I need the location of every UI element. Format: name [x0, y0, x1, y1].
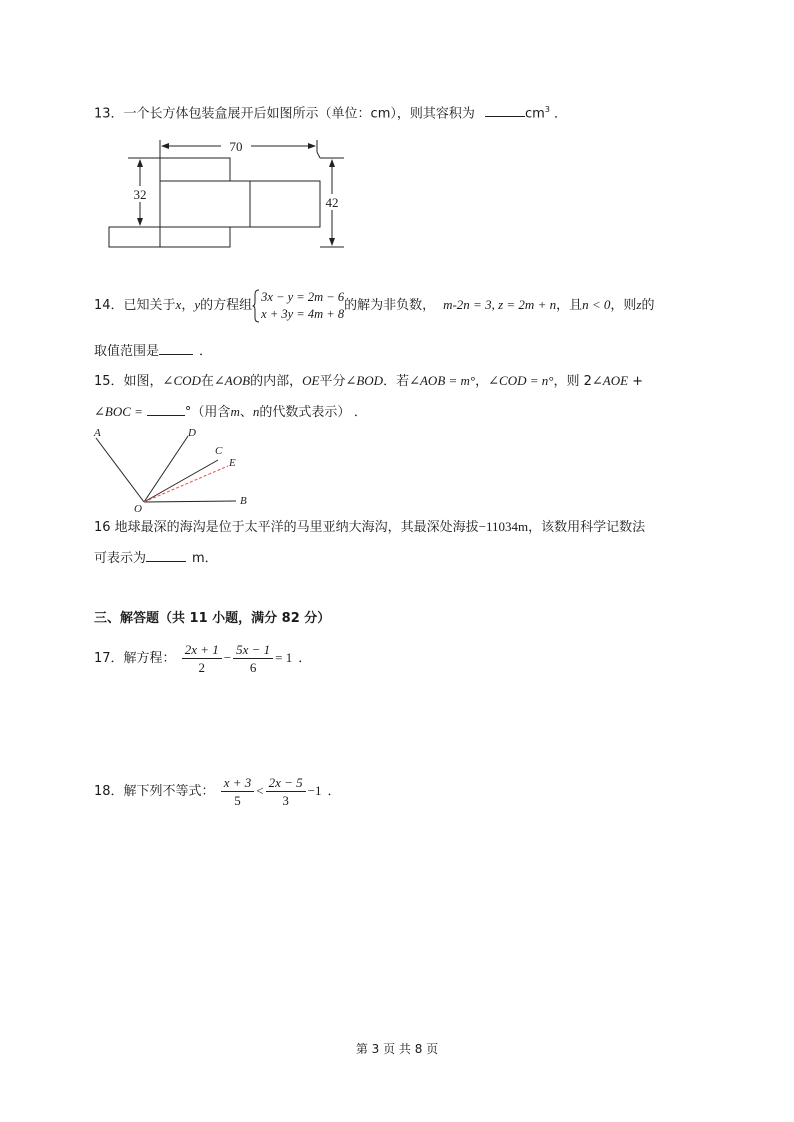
label-d: D — [188, 427, 196, 439]
ray-oc — [144, 460, 218, 502]
var-m: m — [230, 404, 240, 419]
fraction-denominator: 5 — [234, 793, 241, 808]
q17-end: ． — [298, 651, 312, 666]
answer-blank — [485, 102, 525, 117]
angle-cod-value: ∠COD = n° — [488, 373, 554, 388]
page-footer: 第 3 页 共 8 页 — [355, 1042, 439, 1056]
q15-end: ． — [353, 405, 367, 420]
var-x: x — [175, 297, 182, 312]
question-15-line-1 — [94, 371, 643, 392]
plus-sign: + — [628, 374, 644, 389]
fraction-numerator: 2x − 5 — [266, 774, 306, 792]
q18-label: 18．解下列不等式： — [94, 784, 215, 799]
arrow-up-icon — [329, 159, 335, 167]
label-c: C — [215, 445, 223, 457]
angle-figure — [88, 424, 258, 514]
brace-icon — [252, 289, 260, 323]
altitude-value: −11034m — [478, 519, 529, 534]
angle-aob-value: ∠AOB = m° — [409, 373, 476, 388]
angle-aoe: ∠AOE — [591, 373, 629, 388]
q13-text: 13．一个长方体包装盒展开后如图所示（单位：cm），则其容积为 — [94, 106, 475, 122]
q13-end: ． — [554, 106, 568, 122]
comma: ， — [181, 298, 195, 313]
angle-cod: ∠COD — [162, 373, 201, 388]
label-b: B — [240, 495, 247, 507]
q14-text: 的方程组 — [200, 298, 253, 313]
dim-label-42: 42 — [325, 195, 339, 210]
ray-oa — [96, 438, 144, 502]
less-than-sign: < — [256, 783, 264, 798]
arrow-up-icon — [137, 159, 143, 167]
q16-text: 可表示为 — [94, 551, 147, 566]
var-z: z — [636, 297, 642, 312]
q14-end: ． — [199, 344, 213, 359]
angle-bod: ∠BOD — [345, 373, 384, 388]
degree-sign: ° — [184, 405, 192, 420]
question-14-line-1: 14．已知关于x，y的方程组 3x − y = 2m − 6 x + 3y = 4m + 8 的解为非负数， m-2n = 3, z = 2m + n，且n < 0，则z的 — [94, 289, 655, 321]
question-18 — [94, 773, 340, 810]
q15-text: 15．如图， — [94, 374, 163, 389]
condition-2: z = 2m + n — [498, 297, 557, 312]
fraction-numerator: 2x + 1 — [182, 641, 222, 659]
condition-1: m-2n = 3 — [443, 297, 492, 312]
q13-unit-sup: 3 — [544, 105, 550, 114]
q15-text: ．若 — [383, 374, 410, 389]
ext-line — [317, 152, 320, 158]
q14-text: 的解为非负数， — [344, 298, 436, 313]
arrow-right-icon — [308, 143, 316, 149]
fraction-1 — [182, 641, 222, 676]
question-14-line-2 — [94, 340, 212, 362]
q14-text: 的 — [641, 298, 655, 313]
q14-text: ，则 — [610, 298, 637, 313]
arrow-left-icon — [161, 143, 169, 149]
arrow-down-icon — [329, 238, 335, 246]
fraction-numerator: x + 3 — [221, 774, 255, 792]
ray-oe: OE — [302, 373, 320, 388]
comma: ， — [475, 374, 489, 389]
fraction-1 — [221, 774, 255, 809]
question-15-line-2 — [94, 401, 367, 423]
condition-3: n < 0 — [582, 297, 611, 312]
ray-od — [144, 436, 188, 502]
answer-blank — [159, 340, 193, 355]
question-17 — [94, 640, 311, 677]
answer-blank — [146, 547, 186, 562]
q15-text: ，则 2 — [553, 374, 592, 389]
q15-text: 平分 — [319, 374, 346, 389]
fraction-denominator: 2 — [198, 660, 205, 675]
answer-blank — [147, 401, 185, 416]
dim-label-32: 32 — [133, 187, 147, 202]
arrow-down-icon — [137, 218, 143, 226]
q14-text: 取值范围是 — [94, 344, 160, 359]
fraction-2 — [233, 641, 273, 676]
equation-2: x + 3y = 4m + 8 — [261, 306, 345, 321]
q15-text: 的代数式表示） — [259, 405, 344, 420]
var-n: n — [252, 404, 260, 419]
ray-ob — [144, 501, 236, 502]
fraction-2 — [266, 774, 306, 809]
fraction-numerator: 5x − 1 — [233, 641, 273, 659]
equation-system — [252, 289, 344, 323]
separator: 、 — [239, 405, 253, 420]
q15-text: 的内部， — [250, 374, 303, 389]
q16-text: 16 地球最深的海沟是位于太平洋的马里亚纳大海沟，其最深处海拔 — [94, 520, 479, 535]
label-o: O — [134, 503, 142, 514]
question-16-line-2 — [94, 547, 218, 569]
net-middle-strip — [160, 181, 320, 227]
fraction-denominator: 6 — [249, 660, 257, 675]
q15-text: （用含 — [191, 405, 231, 420]
equation-rhs: = 1 — [275, 650, 293, 665]
q15-text: 在 — [200, 374, 214, 389]
angle-boc: ∠BOC = — [94, 404, 143, 419]
minus-sign: − — [223, 650, 232, 665]
q16-text: ，该数用科学记数法 — [528, 520, 646, 535]
label-e: E — [229, 457, 236, 469]
q14-text: ，且 — [556, 298, 583, 313]
q17-label: 17．解方程： — [94, 651, 176, 666]
q16-unit: m． — [192, 551, 218, 566]
question-13 — [94, 100, 567, 124]
q13-unit: cm — [525, 106, 545, 122]
equation-1: 3x − y = 2m − 6 — [261, 289, 345, 304]
angle-aob: ∠AOB — [213, 373, 251, 388]
label-a: A — [94, 427, 101, 439]
box-net-figure — [104, 132, 354, 254]
net-bottom-row — [109, 227, 230, 247]
q18-end: ． — [327, 784, 341, 799]
fraction-denominator: 3 — [282, 793, 289, 808]
dim-label-70: 70 — [229, 139, 243, 154]
inequality-rhs: −1 — [307, 783, 322, 798]
question-16-line-1 — [94, 517, 645, 538]
section-3-heading: 三、解答题（共 11 小题，满分 82 分） — [94, 611, 331, 626]
var-y: y — [194, 297, 201, 312]
q14-text: 14．已知关于 — [94, 298, 176, 313]
net-top-face — [160, 158, 230, 181]
